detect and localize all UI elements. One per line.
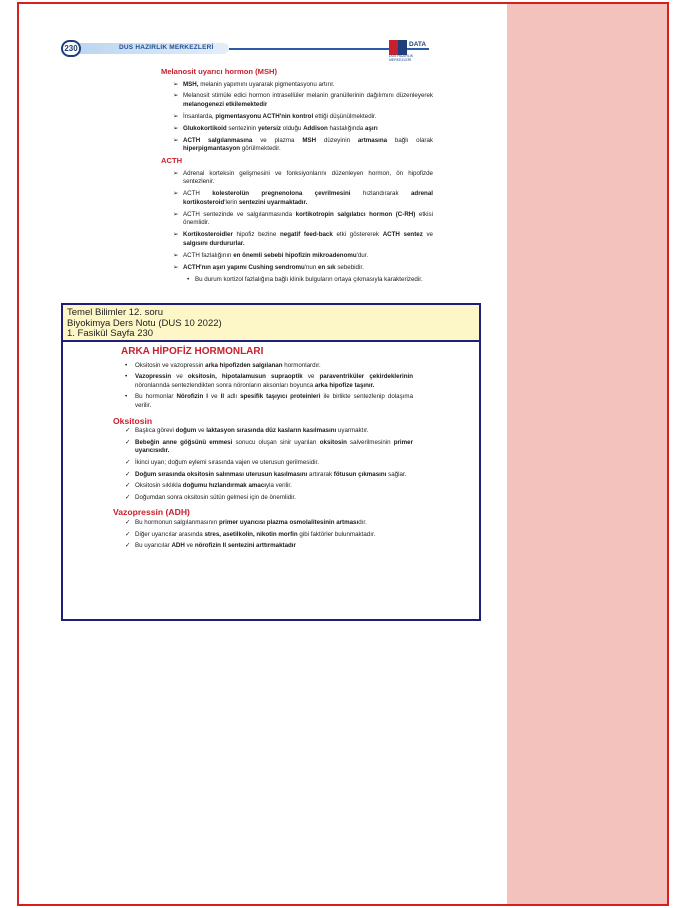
intro-list [123, 362, 413, 411]
arrow-bullet-icon: ➢ [173, 190, 179, 198]
arrow-bullet-icon: ➢ [173, 112, 179, 120]
label-line-2: Biyokimya Ders Notu (DUS 10 2022) [67, 317, 222, 329]
check-icon: ✓ [125, 458, 131, 466]
arrow-bullet-icon: ➢ [173, 80, 179, 88]
posterior-pituitary-box [61, 340, 481, 621]
list-item: • Bu hormonlar Nörofizin I ve II adlı spesifik taşıyıcı proteinleri ile birlikte sentezlenip dolaşıma verilir. [125, 393, 414, 409]
arrow-bullet-icon: ➢ [173, 169, 179, 177]
list-item: ✓ Diğer uyarıcılar arasında stres, asetilkolin, nikotin morfin gibi faktörler bulunmaktadır. [125, 530, 376, 538]
list-item: ➢ ACTH kolesterolün pregnenolona çevrilmesini hızlandırarak adrenal kortikosteroid'lerin sentezini uyarmaktadır. [173, 190, 433, 206]
list-item: ➢ MSH, melanin yapımını uyararak pigmentasyonu artırır. [173, 80, 335, 88]
list-item: ➢ Glukokortikoid sentezinin yetersiz olduğu Addison hastalığında aşırı [173, 124, 378, 132]
list-item: ✓ Doğumdan sonra oksitosin sütün gelmesi için de önemlidir. [125, 493, 296, 501]
arrow-bullet-icon: ➢ [173, 231, 179, 239]
dot-bullet-icon: • [125, 373, 128, 381]
oksitosin-heading: Oksitosin [113, 415, 153, 426]
list-item: ➢ Adrenal korteksin gelişmesini ve fonksiyonlarını düzenleyen hormon, ön hipofizde sentezlenir. [173, 169, 433, 186]
label-line-1: Temel Bilimler 12. soru [67, 307, 164, 318]
vazopressin-heading: Vazopressin (ADH) [113, 507, 190, 518]
list-item: ➢ İnsanlarda, pigmentasyonu ACTH'nin kontrol ettiği düşünülmektedir. [173, 112, 377, 120]
vazopressin-list [123, 519, 413, 551]
dot-bullet-icon: • [125, 393, 128, 401]
acth-heading: ACTH [161, 156, 183, 166]
list-item: ✓ Oksitosin sıklıkla doğumu hızlandırmak amacıyla verilir. [125, 482, 292, 490]
list-item: ✓ Doğum sırasında oksitosin salınması uterusun kasılmasını artırarak fötusun çıkmasını sağlar. [125, 470, 407, 478]
list-item: ✓ Başlıca görevi doğum ve laktasyon sırasında düz kasların kasılmasını uyarmaktır. [125, 427, 369, 435]
upper-content [161, 68, 433, 287]
arrow-bullet-icon: ➢ [173, 251, 179, 259]
acth-list [161, 170, 433, 284]
logo-mark-blue [398, 40, 407, 55]
check-icon: ✓ [125, 518, 131, 526]
list-item: ➢ Melanosit stimüle edici hormon intrasellüler melanin granüllerinin dağılımını düzenleyerek melanogenezi etkilemektedir [173, 92, 433, 109]
dot-bullet-icon: • [187, 275, 190, 283]
check-icon: ✓ [125, 438, 131, 446]
section-heading: ARKA HİPOFİZ HORMONLARI [121, 346, 264, 357]
list-item: • Vazopressin ve oksitosin, hipotalamusun supraoptik ve paraventriküler çekirdeklerinin nöronlarında sentezlendikten sonra nöronların aksonları boyunca arka hipofize taşınır. [125, 373, 413, 389]
logo-mark-red [389, 40, 398, 55]
arrow-bullet-icon: ➢ [173, 263, 179, 271]
arrow-bullet-icon: ➢ [173, 92, 179, 100]
list-subitem: • Bu durum kortizol fazlalığına bağlı klinik bulguların ortaya çıkmasıyla karakterizedir. [187, 275, 423, 283]
page-number: 230 [61, 40, 81, 57]
list-item: ➢ ACTH'nın aşırı yapımı Cushing sendromu'nun en sık sebebidir. [173, 263, 364, 271]
msh-list [161, 81, 433, 154]
oksitosin-list [123, 427, 413, 502]
list-item: ➢ ACTH sentezinde ve salgılanmasında kortikotropin salgılatıcı hormon (C-RH) etkisi önemlidir. [173, 210, 433, 227]
margin-panel [507, 4, 669, 904]
header-title: DUS HAZIRLIK MERKEZLERİ [119, 44, 214, 51]
page-header [61, 40, 431, 57]
arrow-bullet-icon: ➢ [173, 136, 179, 144]
check-icon: ✓ [125, 427, 131, 435]
label-line-3: 1. Fasikül Sayfa 230 [67, 328, 154, 339]
lower-content [113, 346, 414, 554]
list-item: ✓ Bu hormonun salgılanmasının primer uyarıcısı plazma osmolalitesinin artmasıdır. [125, 518, 367, 526]
list-item: ➢ ACTH fazlalığının en önemli sebebi hipofizin mikroadenomu'dur. [173, 251, 369, 259]
check-icon: ✓ [125, 542, 131, 550]
logo-subtext: DUS HAZIRLIK MERKEZLERİ [389, 54, 414, 62]
question-reference-label [61, 303, 481, 342]
check-icon: ✓ [125, 470, 131, 478]
publisher-logo [389, 40, 431, 60]
msh-heading: Melanosit uyarıcı hormon (MSH) [161, 67, 278, 76]
list-item: ✓ İkinci uyarı; doğum eylemi sırasında vajen ve uterusun gerilmesidir. [125, 458, 319, 466]
list-item: ✓ Bu uyarıcılar ADH ve nörofizin II sentezini arttırmaktadır [125, 542, 296, 550]
list-item: • Oksitosin ve vazopressin arka hipofizden salgılanan hormonlardır. [125, 361, 321, 369]
arrow-bullet-icon: ➢ [173, 124, 179, 132]
list-item: ➢ Kortikosteroidler hipofiz bezine negatif feed-back etki göstererek ACTH sentez ve salgısını durdururlar. [173, 231, 433, 247]
check-icon: ✓ [125, 493, 131, 501]
check-icon: ✓ [125, 530, 131, 538]
list-item: ✓ Bebeğin anne göğsünü emmesi sonucu oluşan sinir uyarıları oksitosin salverilmesinin primer uyarıcısıdır. [125, 438, 413, 455]
arrow-bullet-icon: ➢ [173, 210, 179, 218]
list-item: ➢ ACTH salgılanmasına ve plazma MSH düzeyinin artmasına bağlı olarak hiperpigmantasyon görülmektedir. [173, 136, 433, 153]
dot-bullet-icon: • [125, 361, 128, 369]
check-icon: ✓ [125, 482, 131, 490]
logo-text: DATA [409, 41, 427, 48]
